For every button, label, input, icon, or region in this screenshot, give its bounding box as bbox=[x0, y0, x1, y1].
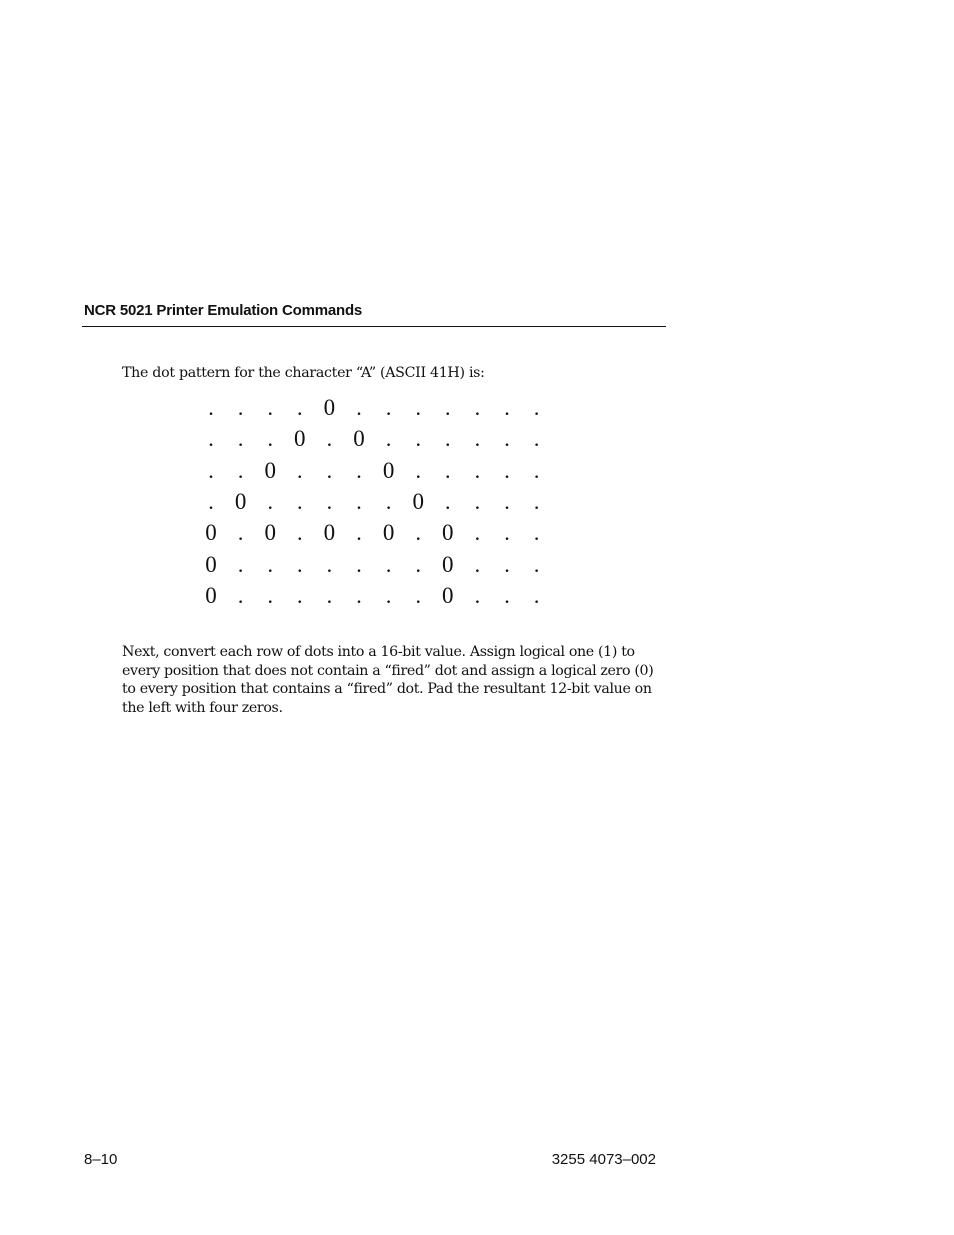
empty-dot: . bbox=[474, 426, 481, 452]
empty-dot: . bbox=[415, 520, 421, 546]
empty-dot: . bbox=[356, 520, 362, 546]
empty-dot: . bbox=[415, 551, 421, 577]
empty-dot: . bbox=[385, 395, 392, 420]
empty-dot: . bbox=[445, 426, 451, 452]
empty-dot: . bbox=[326, 488, 333, 514]
empty-dot: . bbox=[533, 457, 540, 483]
fired-dot: 0 bbox=[323, 520, 336, 546]
fired-dot: 0 bbox=[205, 551, 217, 577]
empty-dot: . bbox=[237, 426, 244, 452]
fired-dot: 0 bbox=[382, 520, 395, 546]
empty-dot: . bbox=[208, 488, 214, 514]
empty-dot: . bbox=[445, 395, 451, 420]
empty-dot: . bbox=[504, 551, 510, 577]
empty-dot: . bbox=[297, 457, 303, 483]
dot-pattern-grid bbox=[196, 395, 556, 615]
document-number: 3255 4073–002 bbox=[551, 1151, 656, 1168]
empty-dot: . bbox=[356, 457, 362, 483]
empty-dot: . bbox=[445, 457, 451, 483]
header-divider bbox=[82, 326, 666, 327]
empty-dot: . bbox=[533, 551, 540, 577]
empty-dot: . bbox=[326, 582, 333, 608]
empty-dot: . bbox=[297, 488, 303, 514]
empty-dot: . bbox=[297, 520, 303, 546]
empty-dot: . bbox=[533, 488, 540, 514]
empty-dot: . bbox=[356, 551, 362, 577]
fired-dot: 0 bbox=[382, 457, 395, 483]
fired-dot: 0 bbox=[264, 457, 276, 483]
fired-dot: 0 bbox=[234, 488, 247, 514]
empty-dot: . bbox=[504, 457, 510, 483]
empty-dot: . bbox=[297, 551, 303, 577]
empty-dot: . bbox=[445, 488, 451, 514]
empty-dot: . bbox=[385, 488, 392, 514]
empty-dot: . bbox=[474, 395, 481, 420]
empty-dot: . bbox=[474, 551, 481, 577]
empty-dot: . bbox=[237, 395, 244, 420]
fired-dot: 0 bbox=[442, 520, 454, 546]
empty-dot: . bbox=[267, 551, 273, 577]
empty-dot: . bbox=[504, 488, 510, 514]
empty-dot: . bbox=[356, 488, 362, 514]
empty-dot: . bbox=[356, 582, 362, 608]
empty-dot: . bbox=[504, 426, 510, 452]
empty-dot: . bbox=[208, 426, 214, 452]
empty-dot: . bbox=[297, 395, 303, 420]
fired-dot: 0 bbox=[294, 426, 306, 452]
empty-dot: . bbox=[504, 582, 510, 608]
empty-dot: . bbox=[533, 395, 540, 420]
empty-dot: . bbox=[326, 457, 333, 483]
fired-dot: 0 bbox=[323, 395, 336, 420]
empty-dot: . bbox=[326, 551, 333, 577]
empty-dot: . bbox=[267, 426, 273, 452]
fired-dot: 0 bbox=[442, 551, 454, 577]
empty-dot: . bbox=[504, 520, 510, 546]
empty-dot: . bbox=[237, 457, 244, 483]
fired-dot: 0 bbox=[264, 520, 276, 546]
empty-dot: . bbox=[267, 488, 273, 514]
fired-dot: 0 bbox=[205, 520, 217, 546]
empty-dot: . bbox=[297, 582, 303, 608]
empty-dot: . bbox=[415, 582, 421, 608]
fired-dot: 0 bbox=[353, 426, 365, 452]
empty-dot: . bbox=[504, 395, 510, 420]
empty-dot: . bbox=[385, 551, 392, 577]
running-header-title: NCR 5021 Printer Emulation Commands bbox=[84, 302, 363, 319]
empty-dot: . bbox=[385, 426, 392, 452]
fired-dot: 0 bbox=[205, 582, 217, 608]
empty-dot: . bbox=[237, 582, 244, 608]
empty-dot: . bbox=[415, 426, 421, 452]
empty-dot: . bbox=[533, 582, 540, 608]
empty-dot: . bbox=[356, 395, 362, 420]
empty-dot: . bbox=[415, 395, 421, 420]
intro-paragraph: The dot pattern for the character “A” (ASCII 41H) is: bbox=[122, 365, 485, 381]
empty-dot: . bbox=[533, 520, 540, 546]
empty-dot: . bbox=[267, 582, 273, 608]
empty-dot: . bbox=[208, 395, 214, 420]
conversion-paragraph: Next, convert each row of dots into a 16-bit value. Assign logical one (1) to every position that does not contain a “fired” dot and assign a logical zero (0) to every position that contains a “fired” dot. Pad the resultant 12-bit value on the left with four zeros. bbox=[122, 644, 654, 716]
empty-dot: . bbox=[474, 520, 481, 546]
empty-dot: . bbox=[474, 488, 481, 514]
empty-dot: . bbox=[385, 582, 392, 608]
empty-dot: . bbox=[474, 457, 481, 483]
empty-dot: . bbox=[237, 520, 244, 546]
empty-dot: . bbox=[267, 395, 273, 420]
empty-dot: . bbox=[208, 457, 214, 483]
empty-dot: . bbox=[237, 551, 244, 577]
fired-dot: 0 bbox=[412, 488, 424, 514]
empty-dot: . bbox=[326, 426, 333, 452]
empty-dot: . bbox=[474, 582, 481, 608]
fired-dot: 0 bbox=[442, 582, 454, 608]
page-number: 8–10 bbox=[84, 1151, 118, 1168]
empty-dot: . bbox=[415, 457, 421, 483]
empty-dot: . bbox=[533, 426, 540, 452]
